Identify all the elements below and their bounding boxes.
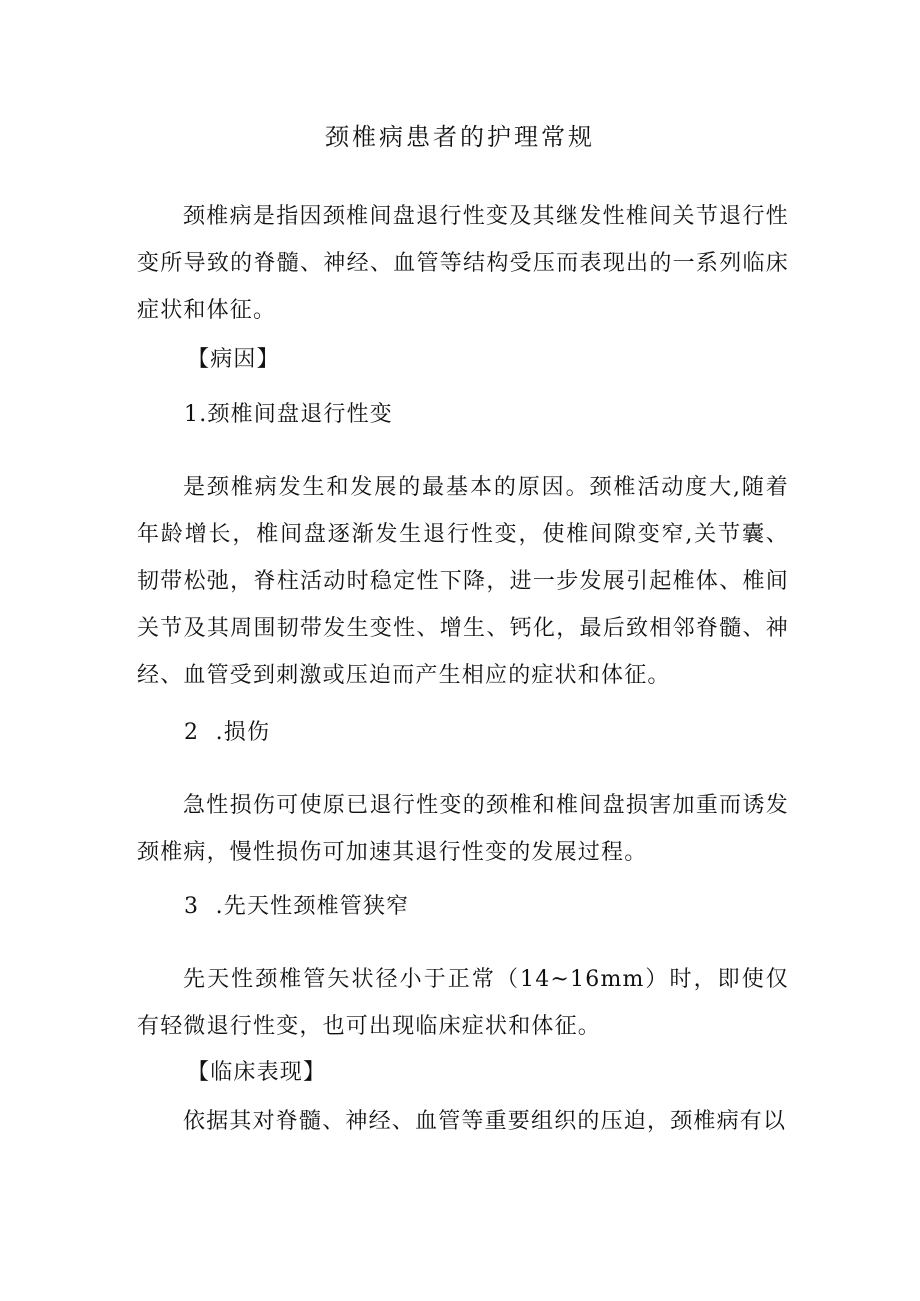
cause-1-paragraph: 是颈椎病发生和发展的最基本的原因。颈椎活动度大,随着年龄增长，椎间盘逐渐发生退行性变，使椎间隙变窄,关节囊、韧带松弛，脊柱活动时稳定性下降，进一步发展引起椎体、椎间关节及其周围韧带发生变性、增生、钙化，最后致相邻脊髓、神经、血管受到刺激或压迫而产生相应的症状和体征。: [137, 475, 789, 688]
cause-3-paragraph: 先天性颈椎管矢状径小于正常（14~16mm）时，即使仅有轻微退行性变，也可出现临床症状和体征。: [137, 967, 789, 1039]
cause-1-heading: 1.颈椎间盘退行性变: [184, 402, 393, 427]
section-heading-clinical: 【临床表现】: [187, 1060, 327, 1085]
cause-2-heading: 2 .损伤: [184, 720, 271, 745]
intro-paragraph: 颈椎病是指因颈椎间盘退行性变及其继发性椎间关节退行性变所导致的脊髓、神经、血管等结构受压而表现出的一系列临床症状和体征。: [137, 204, 789, 323]
cause-3-heading: 3 .先天性颈椎管狭窄: [184, 894, 410, 919]
clinical-paragraph: 依据其对脊髓、神经、血管等重要组织的压迫，颈椎病有以: [183, 1109, 787, 1134]
section-heading-causes: 【病因】: [187, 347, 280, 372]
cause-2-paragraph: 急性损伤可使原已退行性变的颈椎和椎间盘损害加重而诱发颈椎病，慢性损伤可加速其退行性变的发展过程。: [137, 793, 789, 865]
document-title: 颈椎病患者的护理常规: [325, 123, 595, 151]
